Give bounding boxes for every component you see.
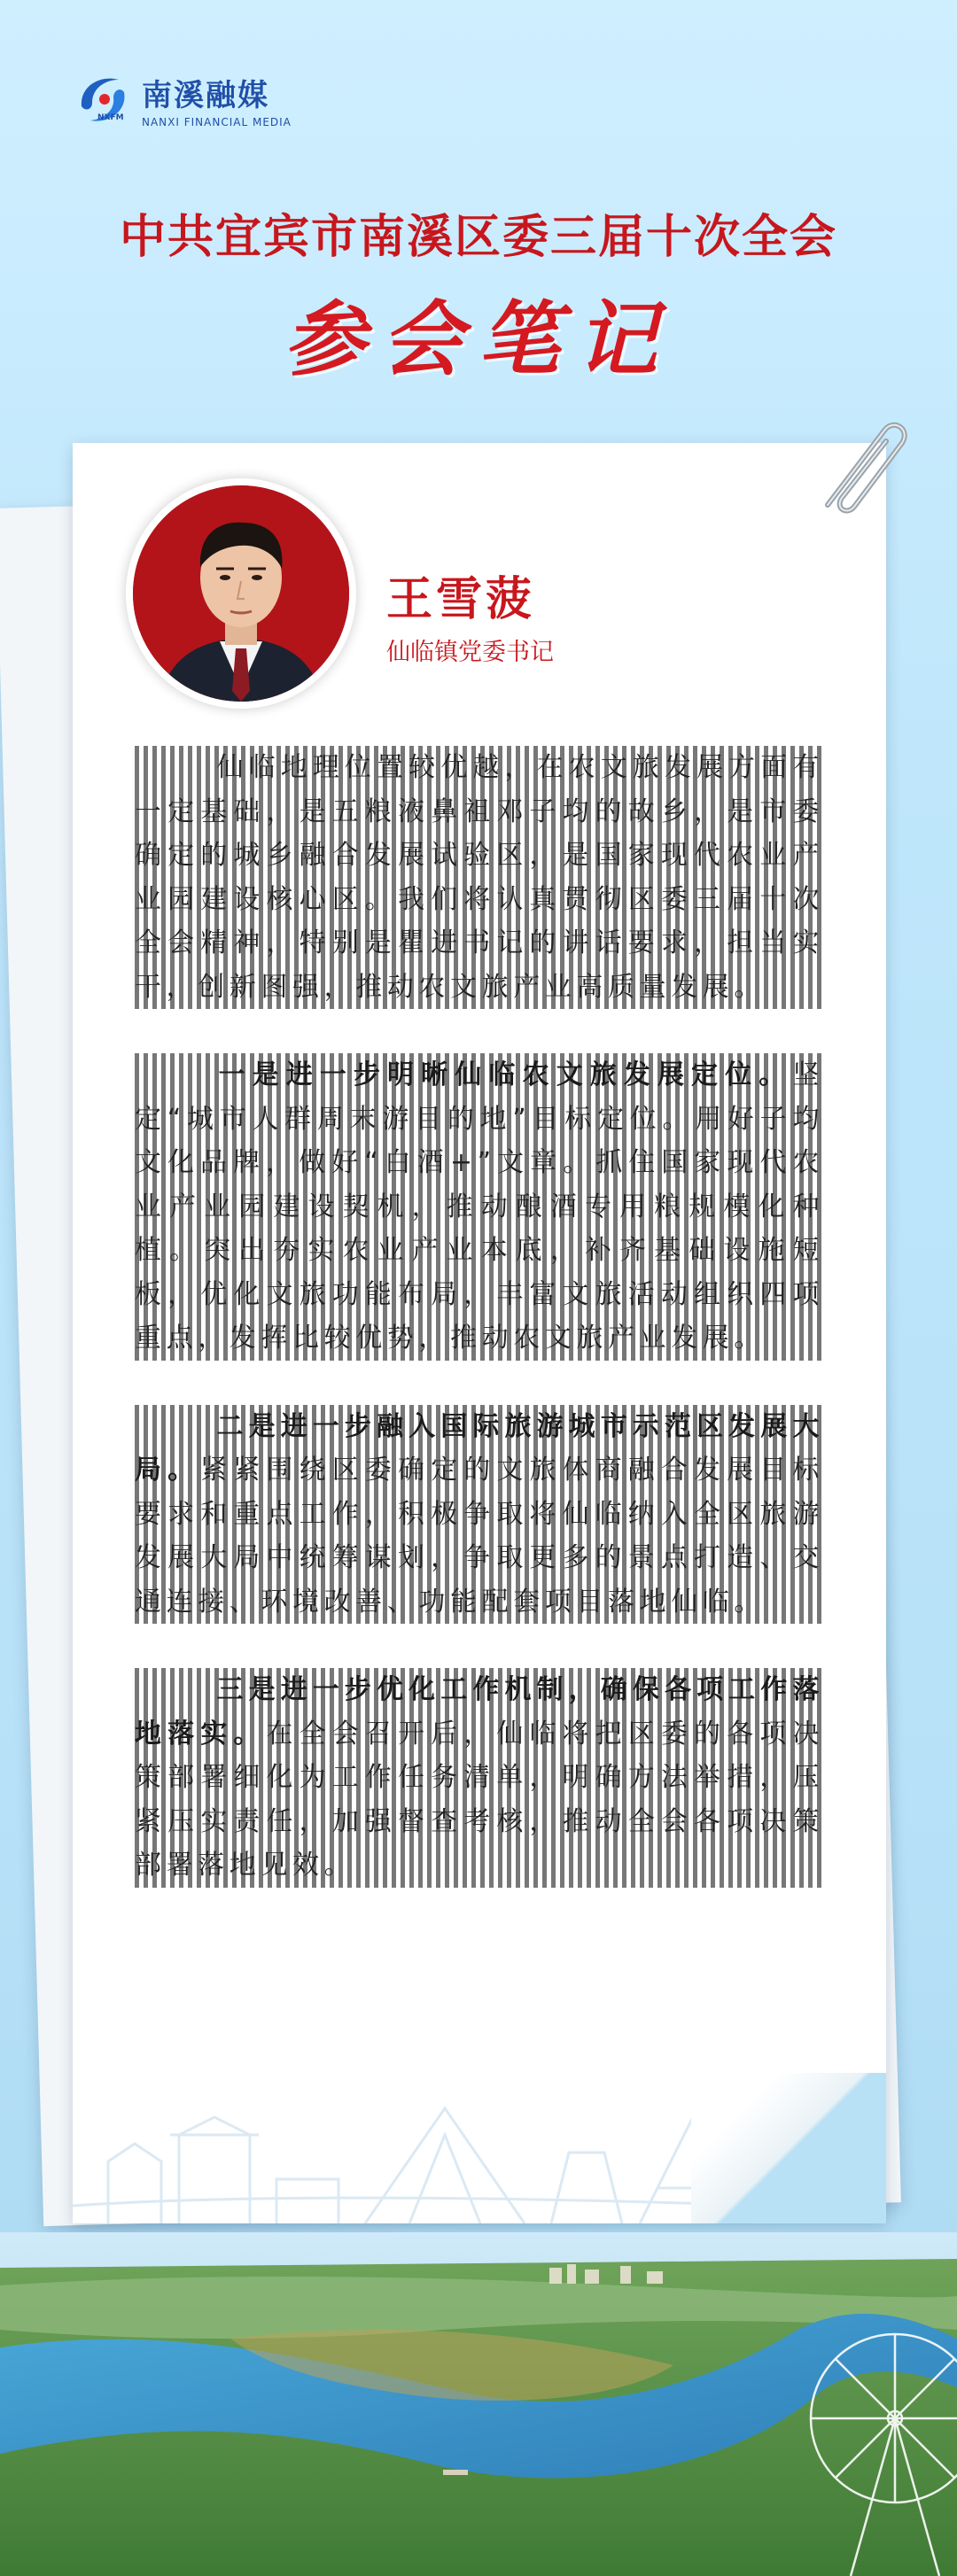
paragraph-point-1 bbox=[135, 1053, 824, 1361]
paragraph-lead: 三是进一步优化工作机制，确保各项工作落地落实。 bbox=[135, 1674, 824, 1750]
person-name: 王雪菠 bbox=[386, 572, 536, 626]
paragraph-lead: 二是进一步融入国际旅游城市示范区发展大局。 bbox=[135, 1410, 824, 1486]
page-curl bbox=[691, 2073, 886, 2223]
paragraph-lead: 一是进一步明晰仙临农文旅发展定位。 bbox=[216, 1059, 793, 1090]
paragraph-text: 紧紧围绕区委确定的文旅体商融合发展目标要求和重点工作，积极争取将仙临纳入全区旅游发展大局中统筹谋划，争取更多的景点打造、交通连接、环境改善、功能配套项目落地仙临。 bbox=[135, 1455, 825, 1618]
page-title: 中共宜宾市南溪区委三届十次全会 bbox=[119, 210, 837, 264]
paragraph-point-3 bbox=[135, 1668, 824, 1888]
river-landscape-image bbox=[0, 2232, 957, 2576]
paragraph-intro bbox=[135, 746, 824, 1009]
page-subtitle: 参会笔记 bbox=[283, 291, 673, 387]
logo-name-en: NANXI FINANCIAL MEDIA bbox=[142, 115, 292, 128]
portrait-photo bbox=[133, 485, 349, 702]
person-role: 仙临镇党委书记 bbox=[386, 639, 554, 666]
paragraph-text: 在全会召开后，仙临将把区委的各项决策部署细化为工作任务清单，明确方法举措，压紧压实责任，加强督查考核，推动全会各项决策部署落地见效。 bbox=[135, 1718, 824, 1881]
logo-name-cn: 南溪融媒 bbox=[142, 77, 269, 113]
paragraph-point-2 bbox=[135, 1405, 824, 1625]
logo-abbr: NXFM bbox=[97, 113, 124, 122]
paragraph-text: 仙临地理位置较优越，在农文旅发展方面有一定基础，是五粮液鼻祖邓子均的故乡，是市委确定的城乡融合发展试验区，是国家现代农业产业园建设核心区。我们将认真贯彻区委三届十次全会精神，特别是瞿进书记的讲话要求，担当实干，创新图强，推动农文旅产业高质量发展。 bbox=[135, 752, 824, 1003]
article-body bbox=[135, 746, 824, 1932]
nxfm-swirl-icon bbox=[73, 69, 133, 129]
avatar bbox=[126, 478, 356, 709]
paragraph-text: 坚定“城市人群周末游目的地”目标定位。用好子均文化品牌，做好“白酒+”文章。抓住国家现代农业产业园建设契机，推动酿酒专用粮规模化种植。突出夯实农业产业本底，补齐基础设施短板，优化文旅功能布局，丰富文旅活动组织四项重点，发挥比较优势，推动农文旅产业发展。 bbox=[135, 1059, 824, 1354]
paperclip-icon bbox=[808, 409, 914, 524]
logo bbox=[73, 69, 292, 129]
